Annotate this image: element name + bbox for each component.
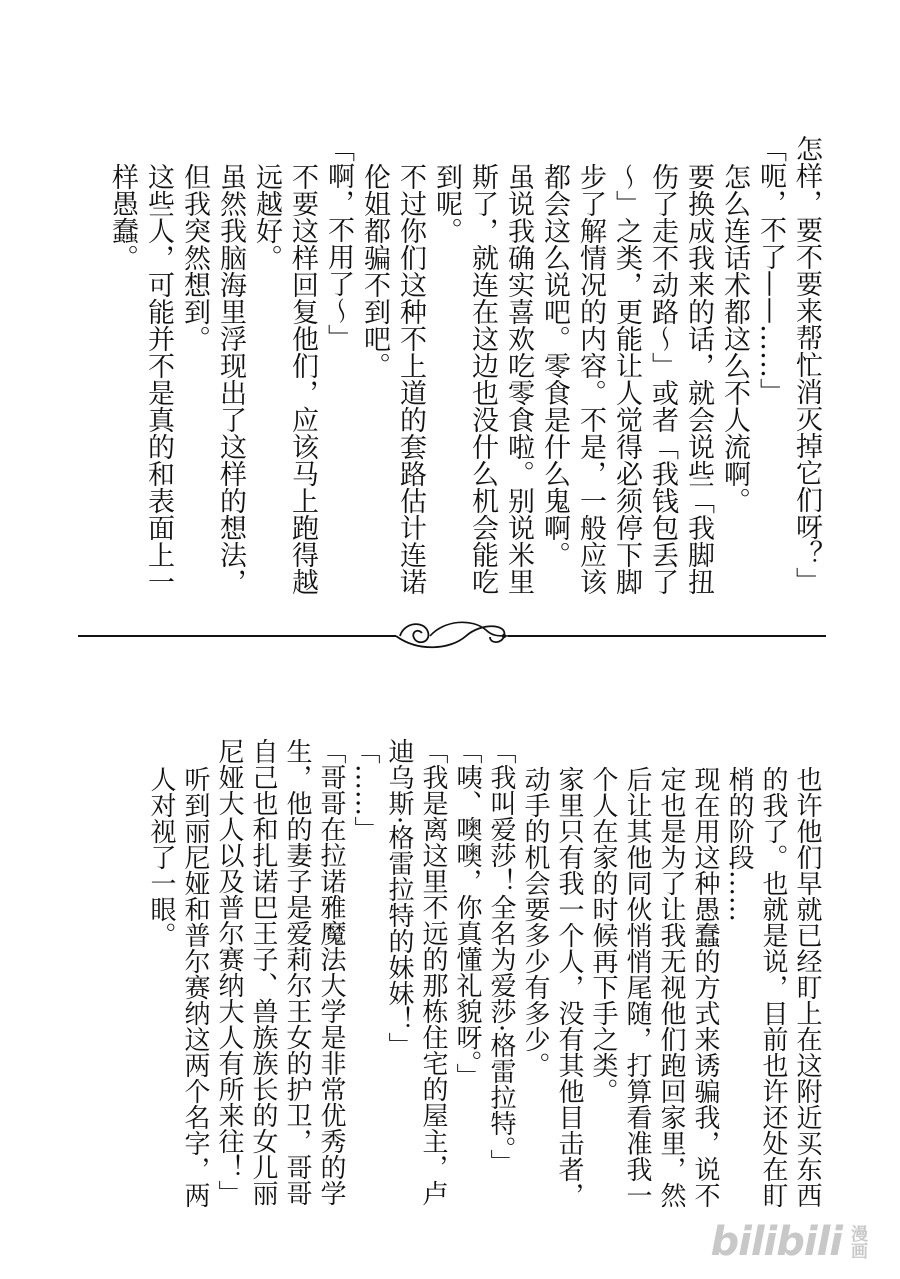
paragraph: 「我是离这里不远的那栋住宅的屋主，卢迪乌斯·格雷拉特的妹妹！」 (384, 738, 448, 1206)
paragraph: 现在用这种愚蠢的方式来诱骗我，说不定也是为了让我无视他们跑回家里，然后让其他同伙悄悄尾随，打算看准我一个人在家的时候再下手之类。 (588, 766, 720, 1208)
paragraph: 要换成我来的话，就会说些「我脚扭伤了走不动路～」或者「我钱包丢了～」之类，更能让人觉得必须停下脚步了解情况的内容。不是，一般应该都会这么说吧。零食是什么鬼啊。 (539, 163, 714, 595)
watermark-brand: bilibili (710, 1219, 842, 1265)
paragraph: 怎么连话术都这么不人流啊。 (719, 163, 750, 514)
paragraph: 不过你们这种不上道的套路估计连诺伦姐都骗不到吧。 (359, 163, 426, 595)
paragraph: 「咦、噢噢，你真懂礼貌呀。」 (452, 738, 482, 1089)
paragraph: 虽然我脑海里浮现出了这样的想法，但我突然想到。 (179, 163, 246, 595)
paragraph: 不要这样回复他们，应该马上跑得越远越好。 (251, 163, 318, 595)
paragraph: 也许他们早就已经盯上在这附近买东西的我了。也就是说，目前也许还处在盯梢的阶段…… (724, 766, 822, 1208)
paragraph: 「啊，不用了～」 (323, 135, 354, 351)
paragraph: 这些人，可能并不是真的和表面上一样愚蠢。 (107, 163, 174, 595)
ornament-divider (78, 612, 826, 660)
paragraph: 听到丽尼娅和普尔赛纳这两个名字，两人对视了一眼。 (146, 766, 210, 1208)
bilibili-watermark (710, 1219, 866, 1265)
paragraph: 「呃，不了——……」 (755, 135, 786, 405)
paragraph: 「我叫爱莎！全名为爱莎·格雷拉特。」 (486, 738, 516, 1176)
paragraph: 家里只有我一个人，没有其他目击者，动手的机会要多少有多少。 (520, 766, 584, 1208)
paragraph: 虽说我确实喜欢吃零食啦。别说米里斯了，就连在这边也没什么机会能吃到呢。 (431, 163, 534, 595)
paragraph: 「哥哥在拉诺雅魔法大学是非常优秀的学生，他的妻子是爱莉尔王女的护卫，哥哥自己也和扎诺巴王子、兽族族长的女儿丽尼娅大人以及普尔赛纳大人有所来往！」 (214, 738, 346, 1206)
lower-text-block (144, 738, 824, 1208)
watermark-sub: 漫画 (847, 1225, 867, 1259)
paragraph: 怎样，要不要来帮忙消灭掉它们呀？」 (791, 135, 822, 594)
upper-text-block (104, 135, 824, 605)
paragraph: 「……」 (350, 738, 380, 842)
